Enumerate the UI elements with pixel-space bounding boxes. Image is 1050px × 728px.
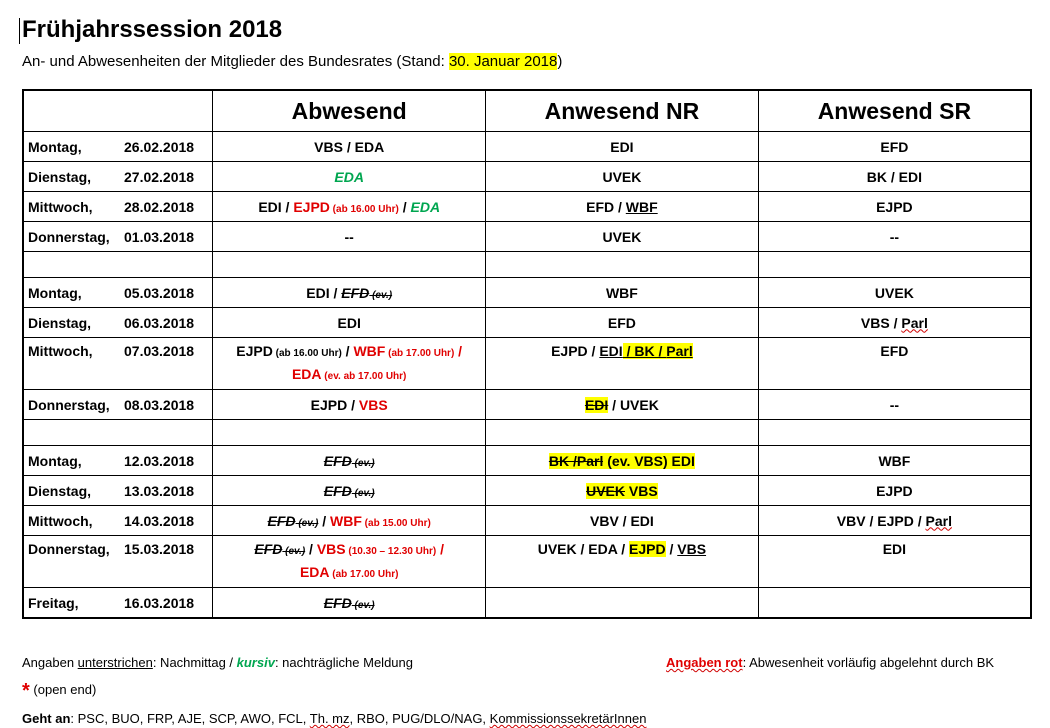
table-row [23,536,1031,588]
text: EJPD / [551,343,600,359]
absent-cell [213,446,486,476]
legend-italic: kursiv [236,655,275,670]
dept-struck: EDI [584,396,609,413]
legend-text: : Abwesenheit vorläufig abgelehnt durch BK [742,655,995,670]
text-cursor [19,18,20,44]
time-note: (ab 17.00 Uhr) [385,347,455,359]
text: EDI / [306,284,342,301]
weekday: Donnerstag, [28,396,110,413]
date: 12.03.2018 [124,452,195,469]
dept-struck: EFD [267,512,296,529]
absent-cell [213,278,486,308]
table-row [23,222,1031,252]
highlighted-text: VBS [625,482,658,499]
present-nr-cell [486,476,759,506]
present-nr-cell [486,390,759,420]
dept-struck: EFD [323,482,352,499]
date: 28.02.2018 [124,198,195,215]
distribution-list [22,711,646,726]
present-sr-cell [758,588,1031,619]
header-anwesend-sr: Anwesend SR [758,90,1031,132]
dept-afternoon: EDI [599,343,623,359]
dept-rejected: VBS [358,396,388,413]
date-cell [23,162,213,192]
present-sr-cell: EDI [758,536,1031,588]
date-cell [23,278,213,308]
weekday: Montag, [28,138,82,155]
legend-underlined: unterstrichen [77,655,153,670]
text: / [665,541,678,557]
absent-cell: -- [213,222,486,252]
highlighted-text: (ev. VBS) EDI [603,452,695,469]
spell-error-word: Parl [901,314,928,331]
legend-text: Angaben [22,655,78,670]
present-nr-cell: UVEK [486,162,759,192]
header-row [23,90,1031,132]
table-row [23,162,1031,192]
weekday: Mittwoch, [28,343,93,359]
weekday: Montag, [28,452,82,469]
weekday: Montag, [28,284,82,301]
time-note: (ab 16.00 Uhr) [272,347,342,359]
date: 14.03.2018 [124,512,195,529]
spell-error-word: Th. mz [309,711,350,726]
text: VBS / [860,314,902,331]
text: / [398,198,411,215]
highlighted-text: Parl [666,343,693,359]
date-cell [23,192,213,222]
date: 27.02.2018 [124,168,195,185]
dept-rejected: WBF [330,512,362,529]
table-row [23,308,1031,338]
present-sr-cell: -- [758,222,1031,252]
absent-cell [213,536,486,588]
legend-text: : nachträgliche Meldung [274,655,413,670]
status-date: 30. Januar 2018 [448,53,558,70]
date-cell [23,536,213,588]
dept-late-entry: EDA [410,198,441,215]
date-cell [23,476,213,506]
date-cell [23,132,213,162]
subtitle-prefix: An- und Abwesenheiten der Mitglieder des Bundesrates (Stand: [22,53,449,70]
text: / [436,540,445,557]
text: / UVEK [608,396,659,413]
time-note: (ev.) [369,289,393,301]
text: / [341,342,354,359]
absent-cell [213,390,486,420]
present-sr-cell: EJPD [758,192,1031,222]
time-note: (ab 17.00 Uhr) [329,568,399,580]
asterisk-icon: * [22,680,30,702]
present-sr-cell: UVEK [758,278,1031,308]
present-nr-cell: EFD [486,308,759,338]
dept-rejected: EJPD [293,198,330,215]
dept-rejected: WBF [353,342,386,359]
dept-struck: BK /Parl [548,452,604,469]
dist-text: : PSC, BUO, FRP, AJE, SCP, AWO, FCL, [70,711,310,726]
text: EFD / [586,198,626,215]
legend-text: : Nachmittag / [152,655,237,670]
present-nr-cell [486,446,759,476]
date-cell [23,506,213,536]
present-nr-cell [486,192,759,222]
header-anwesend-nr: Anwesend NR [486,90,759,132]
text: EJPD / [310,396,359,413]
absent-cell [213,476,486,506]
text: EDI / [258,198,294,215]
time-note: (ev.) [282,545,306,557]
present-nr-cell [486,588,759,619]
absent-cell [213,588,486,619]
dist-text: , RBO, PUG/DLO/NAG, [349,711,490,726]
absent-cell [213,506,486,536]
text: / [318,512,331,529]
table-row [23,390,1031,420]
attendance-table [22,89,1032,619]
present-sr-cell: EFD [758,132,1031,162]
time-note: (ab 16.00 Uhr) [329,203,399,215]
present-nr-cell: EDI [486,132,759,162]
weekday: Donnerstag, [28,541,110,557]
table-row [23,446,1031,476]
date: 06.03.2018 [124,314,195,331]
spell-error-word: KommissionssekretärInnen [489,711,647,726]
weekday: Mittwoch, [28,198,93,215]
date: 01.03.2018 [124,228,195,245]
date: 08.03.2018 [124,396,195,413]
date-cell [23,308,213,338]
date-cell [23,338,213,390]
present-sr-cell: EJPD [758,476,1031,506]
time-note: (ab 15.00 Uhr) [361,517,431,529]
table-row [23,278,1031,308]
present-nr-cell: WBF [486,278,759,308]
date-cell [23,588,213,619]
legend-red-label: Angaben rot [666,655,743,670]
table-row [23,476,1031,506]
weekday: Donnerstag, [28,228,110,245]
dist-label: Geht an [22,711,71,726]
absent-cell [213,338,486,390]
dept-afternoon: VBS [677,541,707,557]
time-note: (ev.) [351,457,375,469]
present-nr-cell [486,338,759,390]
absent-cell [213,162,486,192]
present-sr-cell: EFD [758,338,1031,390]
table-row [23,338,1031,390]
highlighted-text: EJPD [629,541,666,557]
present-sr-cell: WBF [758,446,1031,476]
dept-struck: EFD [323,452,352,469]
header-abwesend: Abwesend [213,90,486,132]
weekday: Mittwoch, [28,512,93,529]
date: 05.03.2018 [124,284,195,301]
dept-struck: UVEK [586,482,626,499]
highlighted-text: / BK / [622,343,667,359]
weekday: Dienstag, [28,168,92,185]
dept-afternoon: WBF [625,198,658,215]
table-row [23,192,1031,222]
time-note: (ev. ab 17.00 Uhr) [321,370,407,382]
date-cell [23,222,213,252]
dept-rejected: EDA [299,563,330,580]
time-note: (ev.) [295,517,319,529]
weekday: Dienstag, [28,314,92,331]
present-nr-cell [486,536,759,588]
table-row [23,132,1031,162]
present-sr-cell [758,308,1031,338]
date-cell [23,446,213,476]
date: 07.03.2018 [124,343,195,359]
legend [22,655,413,670]
date: 26.02.2018 [124,138,195,155]
weekday: Dienstag, [28,482,92,499]
dept-struck: EFD [323,594,352,611]
text: UVEK / EDA / [537,541,630,557]
date-cell [23,390,213,420]
table-row [23,506,1031,536]
text: EJPD [236,342,273,359]
dept-rejected: EDA [291,365,322,382]
legend-red [666,655,994,670]
date: 13.03.2018 [124,482,195,499]
present-nr-cell: UVEK [486,222,759,252]
date: 16.03.2018 [124,594,195,611]
dept-late-entry: EDA [334,168,364,185]
subtitle-suffix: ) [557,53,563,70]
dept-rejected: VBS [316,540,346,557]
week-separator [23,420,1031,446]
open-end-note [22,680,96,703]
text: VBV / EJPD / [836,512,926,529]
table-row [23,588,1031,619]
dept-struck: EFD [254,540,283,557]
present-sr-cell: -- [758,390,1031,420]
present-sr-cell: BK / EDI [758,162,1031,192]
spell-error-word: Parl [925,512,952,529]
header-empty [23,90,213,132]
week-separator [23,252,1031,278]
note-text: (open end) [29,682,97,697]
absent-cell [213,192,486,222]
time-note: (ev.) [351,487,375,499]
present-nr-cell: VBV / EDI [486,506,759,536]
absent-cell: EDI [213,308,486,338]
present-sr-cell [758,506,1031,536]
time-note: (ev.) [351,599,375,611]
weekday: Freitag, [28,594,79,611]
absent-cell: VBS / EDA [213,132,486,162]
time-note: (10.30 – 12.30 Uhr) [345,545,437,557]
dept-struck: EFD [341,284,370,301]
date: 15.03.2018 [124,541,195,557]
text: / [305,540,317,557]
text: / [454,342,463,359]
page-title: Frühjahrssession 2018 [22,16,283,43]
subtitle [22,53,562,70]
